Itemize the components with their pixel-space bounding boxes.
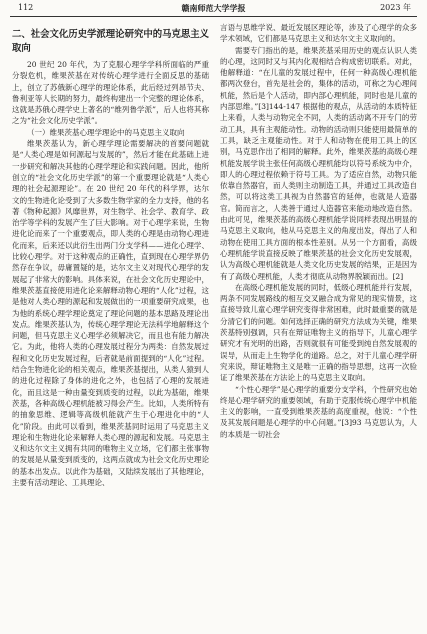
header-rule [10,16,417,17]
publication-year: 2023 年 [380,3,411,12]
left-column [12,22,209,488]
body-paragraph: “个性心理学”是心理学的重要分支学科，个性研究也始终是心理学研究的重要领域，有助于克服传统心理学中机能主义的影响，一直受到维果茨基的高度重视，他说：“个性及其发展问题是心理学的中心问题。”[3]93 马克思认为，人的本质是一切社会 [220,384,417,439]
body-paragraph: 20 世纪 20 年代，为了克服心理学学科所面临的严重分裂危机，维果茨基在对传统心理学进行全面反思的基础上，创立了苏俄新心理学的理论体系，此后经过列昂节夫、鲁利亚等人长期的努力，最终构建出一个完整的理论体系，这就是苏俄心理学史上著名的“维列鲁学派”，后人也将其称之为“社会文化历史学派”。 [12,60,209,126]
page-number: 112 [18,3,34,12]
body-paragraph: 需要专门指出的是，维果茨基采用历史的观点认识人类的心理，这同时又与其内化观相结合构成密切联系。对此，他解释道：“在儿童的发展过程中，任何一种高级心理机能都两次登台，首先是社会的，集体的活动，可称之为心理间机能，然后是个人活动，即内部心理机能，同时也是儿童的内部思维。”[3]144-147 根据他的观点，从活动的本质特征上来看，人类与动物完全不同，人类的活动离不开专门的劳动工具，具有主观能动性。动物的活动则只能使用最简单的工具，缺乏主观能动性。对于人和动物在使用工具上的区别，马克思作出了相同的解释。此外，维果茨基的高级心理机能发展学说主张任何高级心理机能均以符号系统为中介，即人的心理过程依赖于符号工具。为了适应自然，动物只能依靠自然器官，而人类则主动制造工具，并通过工具改造自然，可以将这类工具视为自然器官的延伸，也就是人造器官。简而言之，人类善于通过人造器官来能动地改造自然。由此可见，维果茨基的高级心理机能学说同样表现出明显的马克思主义取向，他从马克思主义的角度出发，得出了人和动物在使用工具方面的根本性差别。从另一个方面看，高级心理机能学说直接反映了维果茨基的社会文化历史发展观，认为高级心理机能就是人类文化历史发展的结果，正是因为有了高级心理机能，人类才彻底从动物界脱颖而出。[2] [220,45,417,281]
body-paragraph: 维果茨基认为，新心理学理论需要解决的首要问题就是“人类心理是如何源起与发展的”，然后才能在此基础上进一步研究和解决其他的心理学理论和实践问题。因此，他所创立的“社会文化历史学派”的第一个重要理论就是“人类心理的社会起源理论”。在 20 世纪 20 年代的科学界，达尔文的生物进化论受到了大多数生物学家的全力支持，他的名著《物种起源》风靡世界，对生物学、社会学、教育学、政治学等学科的发展产生了巨大影响。对于心理学来说，生物进化论而来了一个重要观点，即人类的心理是由动物心理进化而来，后来还以此衍生出两门分支学科——进化心理学、比较心理学。对于这种观点的正确性，直到现在心理学界仍然存在争议，毋庸置疑的是，达尔文主义对现代心理学的发展起了非常大的影响。具体来说，在社会文化历史理论中，维果茨基直接使用进化论来解释动物心理的“人化”过程，这是他对人类心理的源起和发展做出的一项重要研究成果，也为他的系统心理学理论奠定了理论问题的基本思路及理论出发点。维果茨基认为，传统心理学理论无法科学地解释这个问题，但马克思主义心理学必须解决它，而且也有能力解决它。为此，他将人类的心理发展过程分为两类：自然发展过程和文化历史发展过程，后者就是前面提到的“人化”过程。结合生物进化论的相关观点，维果茨基提出，从类人猿到人的进化过程除了身体的进化之外，也包括了心理的发展进化，而且这是一种由量变到质变的过程，以此为基础，维果茨基，各种高级心理机能被习得会产生。比如，人类所特有的抽象思维、逻辑等高级机能就产生于心理进化中的“人化”阶段。由此可以看到，维果茨基同时运用了马克思主义理论和生物进化论来解释人类心理的源起和发展。马克思主义和达尔文主义拥有共同的唯物主义立场，它们都主张事物的发展是从量变到质变的，这两点就成为社会文化历史理论的基本出发点。以此作为基础，又陆续发展出了其他理论，主要有活动理论、工具理论、 [12,139,209,487]
body-paragraph: 在高级心理机能发展的同时，低级心理机能并行发展，两条不同发展路线的相互交叉融合成为常见的现实情景，这直接导致儿童心理学研究变得非常困难，此时最重要的就是分清它们的问题。如何选择正确的研究方法成为关键，维果茨基特别强调，只有在辩证唯物主义的指导下，儿童心理学研究才有光明的出路，否则就很有可能受到纯自然发展观的误导，从而走上生物学化的道路。总之，对于儿童心理学研究来说，辩证唯物主义是唯一正确的指导思想，这再一次验证了维果茨基在方法论上的马克思主义取向。 [220,282,417,383]
running-header [10,0,417,16]
subsection-heading: （一）维果茨基心理学理论中的马克思主义取向 [27,127,185,137]
right-column [220,22,417,440]
body-paragraph: 言语与思维学说、最近发展区理论等，涉及了心理学的众多学术领域，它们都是马克思主义和达尔文主义取向的。 [220,23,417,44]
section-title: 二、社会文化历史学派理论研究中的马克思主义取向 [12,29,209,54]
journal-title: 赣南师范大学学报 [181,3,246,13]
